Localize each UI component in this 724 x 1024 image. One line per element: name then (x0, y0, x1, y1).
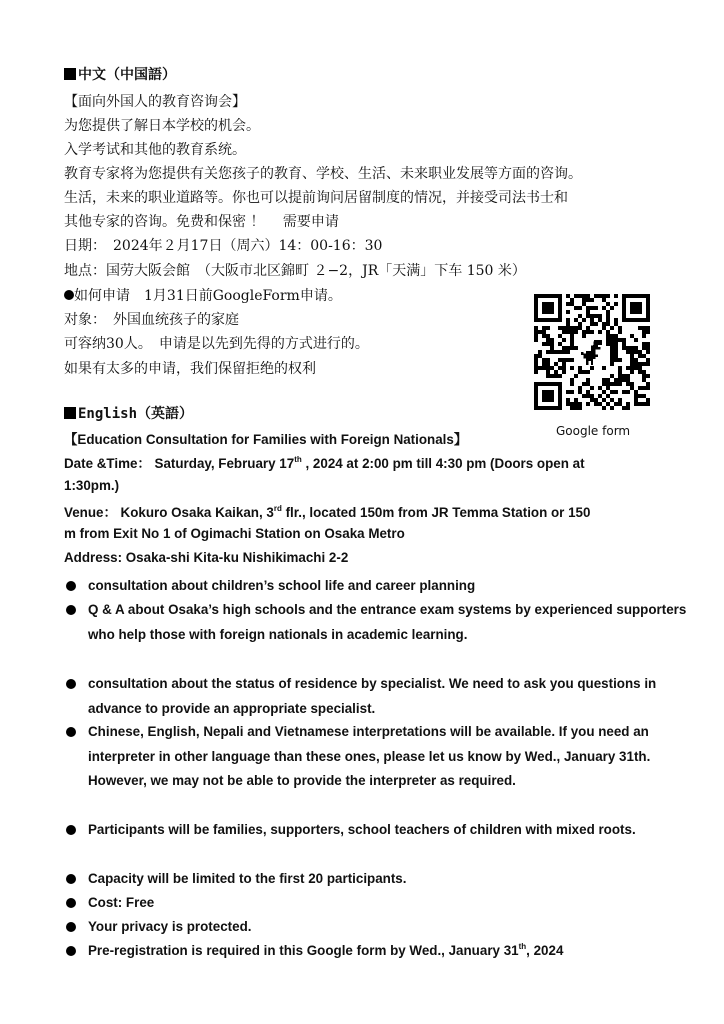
document-page: 中文（中国語） 【面向外国人的教育咨询会】 为您提供了解日本学校的机会。 入学考试和其他的教育系统。 教育专家将为您提供有关您孩子的教育、学校、生活、未来职业发展等方面的咨询。 生活，未来的职业道路等。你也可以提前询问居留制度的情况，并接受司法书士和 其他专家的咨询。免费和保密 ！ 需要申请 日期： 2024年２月17日（周六）14：00-16：30 地点：国劳大阪会館 （大阪市北区錦町 ２−2，JR「天满」下车 150 米） 如何申请 1月31日前GoogleForm申请。 对象： 外国血统孩子的家庭 可容纳30人。 申请是以先到先得的方式进行的。 如果有太多的申请，我们保留拒绝的权利 Google form English（英語） 【Education Consultation for Families with Foreign Nationals】 Date &Time： Saturday, February 17th , 2024 at 2:00 pm till 4:30 pm (Doors open at 1:30pm.) Venue： Kokuro Osaka Kaikan, 3rd flr., located 150m from JR Temma Station or 150 m from Exit No 1 of Ogimachi Station on Osaka Metro Address: Osaka-shi Kita-ku Nishikimachi 2-2 consultation about children’s school life and career planning Q & A about Osaka’s high schools and the entrance exam systems by experienced supporters who help those with foreign nationals in academic learning. consultation about the status of residence by specialist. We need to ask you questions in advance to provide an appropriate specialist. Chinese, English, Nepali and Vietnamese interpretations will be available. If you need an interpreter in other language than these ones, please let us know by Wed., January 31th. However, we may not be able to provide the interpreter as required. Participants will be families, supporters, school teachers of children with mixed roots. Capacity will be limited to the first 20 participants. Cost: Free Your privacy is protected. Pre-registration is required in this Google form by Wed., January 31th, 2024 (0, 0, 724, 1024)
chinese-date: 日期： 2024年２月17日（周六）14：00-16：30 (64, 238, 383, 254)
chinese-line: 对象： 外国血统孩子的家庭 (64, 312, 239, 328)
chinese-line: 教育专家将为您提供有关您孩子的教育、学校、生活、未来职业发展等方面的咨询。 (64, 166, 582, 182)
qr-caption: Google form (556, 424, 631, 438)
round-bullet-icon (64, 290, 74, 300)
chinese-section-heading: 中文（中国語） (64, 64, 176, 84)
chinese-line: 其他专家的咨询。免费和保密 ！ 需要申请 (64, 214, 339, 230)
english-address: Address: Osaka-shi Kita-ku Nishikimachi 2-2 (64, 550, 349, 565)
qr-code-icon[interactable] (534, 294, 650, 410)
round-bullet-icon (66, 727, 76, 737)
round-bullet-icon (66, 946, 76, 956)
chinese-line: 为您提供了解日本学校的机会。 (64, 118, 260, 134)
round-bullet-icon (66, 874, 76, 884)
chinese-apply: 如何申请 1月31日前GoogleForm申请。 (64, 285, 342, 305)
square-bullet-icon (64, 407, 76, 419)
chinese-venue: 地点：国劳大阪会館 （大阪市北区錦町 ２−2，JR「天满」下车 150 米） (64, 263, 526, 279)
chinese-line: 可容纳30人。 申请是以先到先得的方式进行的。 (64, 336, 369, 352)
round-bullet-icon (66, 922, 76, 932)
english-title: 【Education Consultation for Families with Foreign Nationals】 (64, 432, 468, 447)
round-bullet-icon (66, 898, 76, 908)
chinese-line: 入学考试和其他的教育系统。 (64, 142, 246, 158)
english-datetime-cont: 1:30pm.) (64, 478, 120, 493)
english-venue: Venue： Kokuro Osaka Kaikan, 3rd flr., located 150m from JR Temma Station or 150 (64, 504, 591, 520)
round-bullet-icon (66, 605, 76, 615)
english-venue-cont: m from Exit No 1 of Ogimachi Station on Osaka Metro (64, 526, 405, 541)
chinese-line: 如果有太多的申请，我们保留拒绝的权利 (64, 361, 316, 377)
english-section-heading: English（英語） (64, 403, 193, 423)
round-bullet-icon (66, 679, 76, 689)
dinosaur-logo-icon (578, 338, 606, 366)
english-datetime: Date &Time： Saturday, February 17th , 2024 at 2:00 pm till 4:30 pm (Doors open at (64, 455, 585, 471)
round-bullet-icon (66, 825, 76, 835)
round-bullet-icon (66, 581, 76, 591)
chinese-title: 【面向外国人的教育咨询会】 (64, 94, 246, 110)
chinese-line: 生活，未来的职业道路等。你也可以提前询问居留制度的情况，并接受司法书士和 (64, 190, 568, 206)
square-bullet-icon (64, 68, 76, 80)
